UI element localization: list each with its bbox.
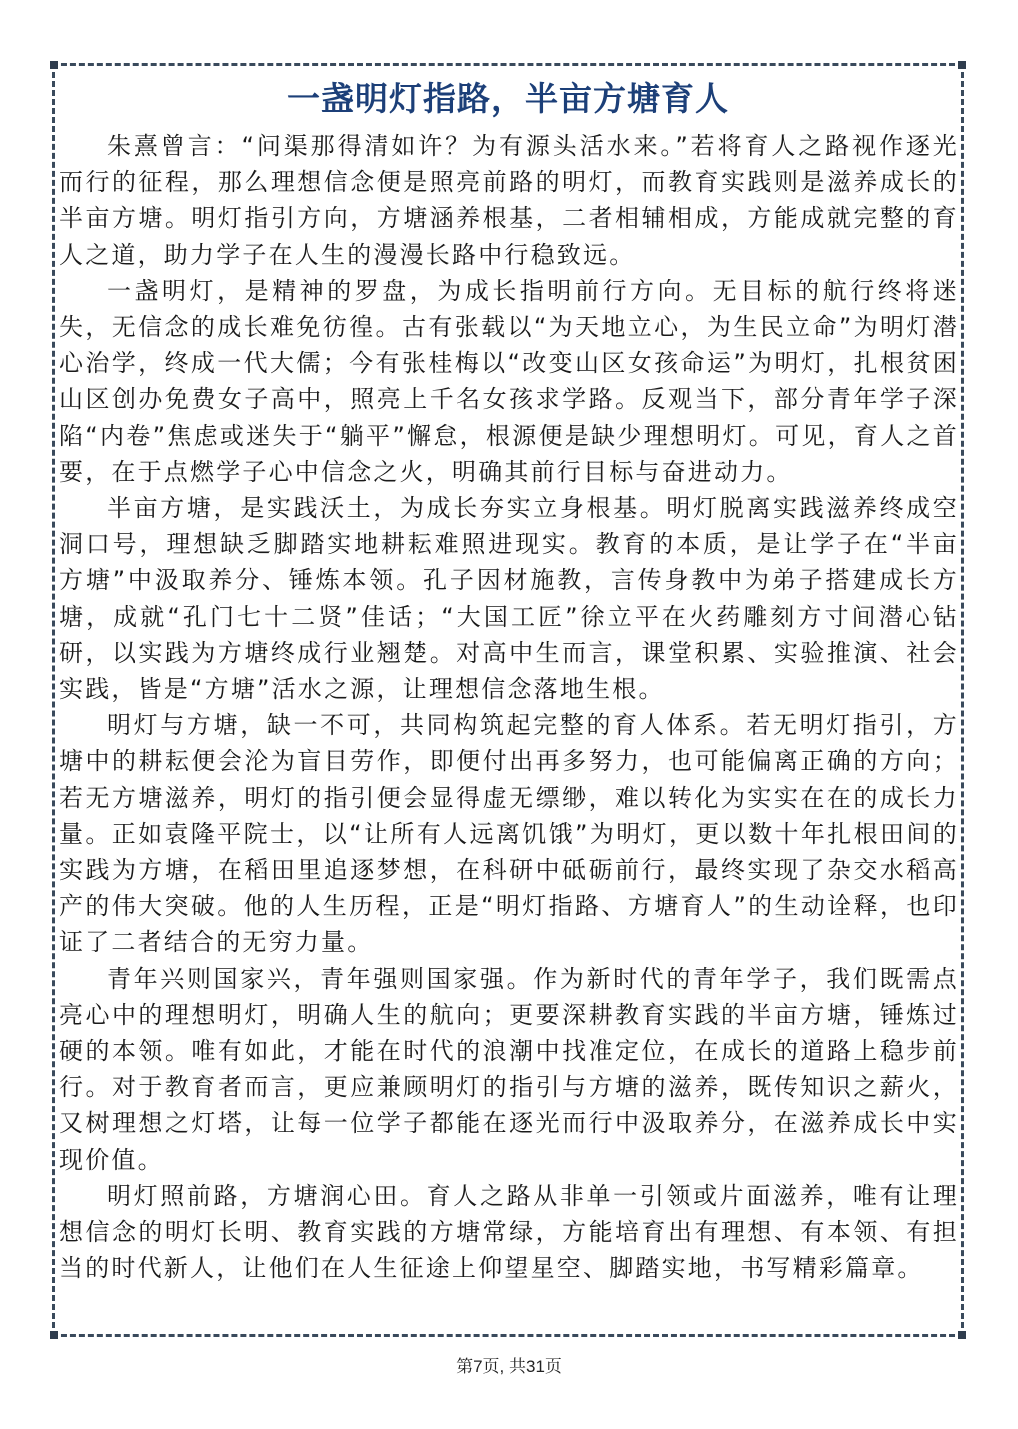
border-corner-bottom-left	[50, 1331, 58, 1339]
paragraph-5: 青年兴则国家兴，青年强则国家强。作为新时代的青年学子，我们既需点亮心中的理想明灯，明确人生的航向；更要深耕教育实践的半亩方塘，锤炼过硬的本领。唯有如此，才能在时代的浪潮中找准定位，在成长的道路上稳步前行。对于教育者而言，更应兼顾明灯的指引与方塘的滋养，既传知识之薪火，又树理想之灯塔，让每一位学子都能在逐光而行中汲取养分，在滋养成长中实现价值。	[59, 964, 959, 1174]
article-body	[55, 128, 967, 1287]
article-title: 一盏明灯指路，半亩方塘育人	[287, 79, 729, 118]
paragraph-2: 一盏明灯，是精神的罗盘，为成长指明前行方向。无目标的航行终将迷失，无信念的成长难免彷徨。古有张载以“为天地立心，为生民立命”为明灯潜心治学，终成一代大儒；今有张桂梅以“改变山区女孩命运”为明灯，扎根贫困山区创办免费女子高中，照亮上千名女孩求学路。反观当下，部分青年学子深陷“内卷”焦虑或迷失于“躺平”懈怠，根源便是缺少理想明灯。可见，育人之首要，在于点燃学子心中信念之火，明确其前行目标与奋进动力。	[59, 276, 959, 486]
page-border-frame	[52, 63, 964, 1337]
paragraph-4: 明灯与方塘，缺一不可，共同构筑起完整的育人体系。若无明灯指引，方塘中的耕耘便会沦为盲目劳作，即便付出再多努力，也可能偏离正确的方向；若无方塘滋养，明灯的指引便会显得虚无缥缈，难以转化为实实在在的成长力量。正如袁隆平院士，以“让所有人远离饥饿”为明灯，更以数十年扎根田间的实践为方塘，在稻田里追逐梦想，在科研中砥砺前行，最终实现了杂交水稻高产的伟大突破。他的人生历程，正是“明灯指路、方塘育人”的生动诠释，也印证了二者结合的无穷力量。	[59, 711, 959, 957]
paragraph-3: 半亩方塘，是实践沃土，为成长夯实立身根基。明灯脱离实践滋养终成空洞口号，理想缺乏脚踏实地耕耘难照进现实。教育的本质，是让学子在“半亩方塘”中汲取养分、锤炼本领。孔子因材施教，言传身教中为弟子搭建成长方塘，成就“孔门七十二贤”佳话；“大国工匠”徐立平在火药雕刻方寸间潜心钻研，以实践为方塘终成行业翘楚。对高中生而言，课堂积累、实验推演、社会实践，皆是“方塘”活水之源，让理想信念落地生根。	[59, 494, 959, 704]
page-number: 第7页, 共31页	[456, 1357, 562, 1376]
paragraph-1: 朱熹曾言：“问渠那得清如许？为有源头活水来。”若将育人之路视作逐光而行的征程，那么理想信念便是照亮前路的明灯，而教育实践则是滋养成长的半亩方塘。明灯指引方向，方塘涵养根基，二者相辅相成，方能成就完整的育人之道，助力学子在人生的漫漫长路中行稳致远。	[59, 132, 959, 269]
paragraph-6: 明灯照前路，方塘润心田。育人之路从非单一引领或片面滋养，唯有让理想信念的明灯长明、教育实践的方塘常绿，方能培育出有理想、有本领、有担当的时代新人，让他们在人生征途上仰望星空、脚踏实地，书写精彩篇章。	[59, 1181, 959, 1283]
border-corner-top-right	[958, 61, 966, 69]
